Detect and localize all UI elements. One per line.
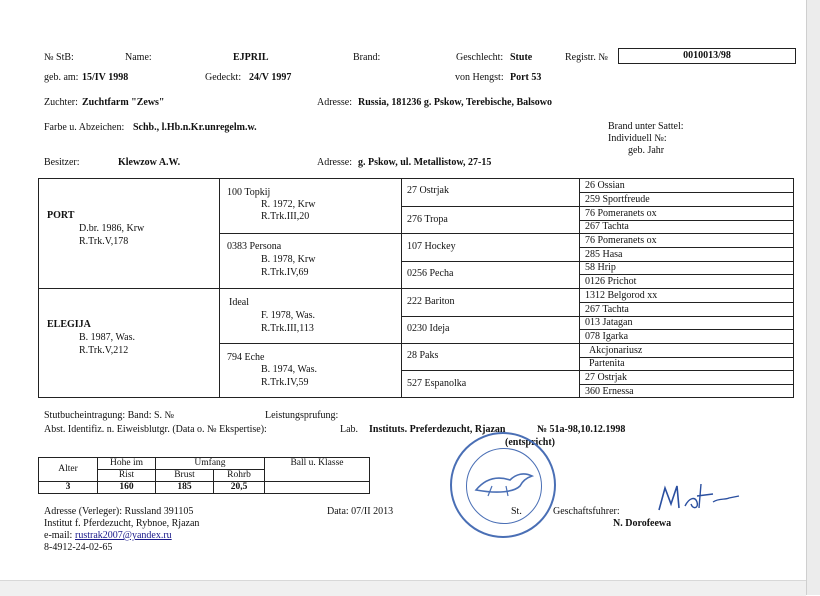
individuell-label: Individuell №:	[608, 133, 667, 144]
gp-line2: R.Trk.III,113	[261, 323, 314, 334]
ggp-name: 28 Paks	[407, 350, 439, 361]
gggp-name: 360 Ernessa	[585, 386, 634, 397]
gp-name: Ideal	[229, 297, 249, 308]
sire-name: PORT	[47, 210, 75, 221]
gp-name: 100 Topkij	[227, 187, 271, 198]
geschlecht-label: Geschlecht:	[456, 52, 504, 63]
hohe-header: Hohe im	[98, 458, 156, 470]
gggp-name: 76 Pomeranets ox	[585, 208, 657, 219]
leistung-label: Leistungsprufung:	[265, 410, 339, 421]
gggp-name: 013 Jatagan	[585, 317, 633, 328]
footer-institut: Institut f. Pferdezucht, Rybnoe, Rjazan	[44, 518, 200, 529]
gp-line1: B. 1978, Krw	[261, 254, 316, 265]
adresse2-value: g. Pskow, ul. Metallistow, 27-15	[358, 157, 492, 168]
signature-icon	[655, 478, 745, 518]
gggp-name: 259 Sportfreude	[585, 194, 650, 205]
ball-value	[265, 482, 370, 494]
registration-number-box: 0010013/98	[618, 48, 796, 64]
sire-line1: D.br. 1986, Krw	[79, 223, 145, 234]
gggp-name: Partenita	[589, 358, 625, 369]
dam-line2: R.Trk.V,212	[79, 345, 129, 356]
footer-phone: 8-4912-24-02-65	[44, 542, 113, 553]
gggp-name: 0126 Prichot	[585, 276, 637, 287]
gggp-name: 27 Ostrjak	[585, 372, 627, 383]
hengst-label: von Hengst:	[455, 72, 504, 83]
gggp-name: 267 Tachta	[585, 304, 629, 315]
gggp-name: 76 Pomeranets ox	[585, 235, 657, 246]
stutbuch-label: Stutbucheintragung: Band: S. №	[44, 410, 175, 421]
gp-name: 794 Eche	[227, 352, 265, 363]
institute-seal	[450, 432, 556, 538]
rohrb-header: Rohrb	[214, 470, 265, 482]
stb-label: № StB:	[44, 52, 74, 63]
geb-jahr-label: geb. Jahr	[628, 145, 665, 156]
geb-label: geb. am:	[44, 72, 79, 83]
footer-data: Data: 07/II 2013	[327, 506, 394, 517]
scan-edge-right	[806, 0, 820, 595]
entspricht: (entspricht)	[505, 437, 555, 448]
lab-value: Instituts. Preferdezucht, Rjazan	[369, 424, 506, 435]
brust-header: Brust	[156, 470, 214, 482]
ggp-name: 276 Tropa	[407, 214, 448, 225]
lab-label: Lab.	[340, 424, 359, 435]
scan-edge-bottom	[0, 580, 806, 596]
ggp-name: 0230 Ideja	[407, 323, 450, 334]
measurement-table	[38, 457, 370, 494]
gp-line1: R. 1972, Krw	[261, 199, 316, 210]
ggp-name: 107 Hockey	[407, 241, 456, 252]
gp-line2: R.Trk.IV,59	[261, 377, 309, 388]
gp-line2: R.Trk.III,20	[261, 211, 310, 222]
abst-label: Abst. Identifiz. n. Eiweisblutgr. (Data o. № Ekspertise):	[44, 424, 267, 435]
gggp-name: Akcjonariusz	[589, 345, 643, 356]
footer-signer: N. Dorofeewa	[613, 518, 672, 529]
ggp-name: 27 Ostrjak	[407, 185, 449, 196]
farbe-label: Farbe u. Abzeichen:	[44, 122, 125, 133]
dam-line1: B. 1987, Was.	[79, 332, 135, 343]
besitzer-label: Besitzer:	[44, 157, 80, 168]
name-label: Name:	[125, 52, 152, 63]
alter-value: 3	[39, 482, 98, 494]
horse-emblem-icon	[472, 468, 536, 498]
registr-label: Registr. №	[565, 52, 608, 63]
name-value: EJPRIL	[233, 52, 269, 63]
adresse1-value: Russia, 181236 g. Pskow, Terebische, Balsowo	[358, 97, 553, 108]
hengst-value: Port 53	[510, 72, 542, 83]
gp-line1: B. 1974, Was.	[261, 364, 317, 375]
geschlecht-value: Stute	[510, 52, 533, 63]
zuchter-label: Zuchter:	[44, 97, 78, 108]
pedigree-table	[38, 178, 794, 398]
adresse2-label: Adresse:	[317, 157, 352, 168]
brand-sattel-label: Brand unter Sattel:	[608, 121, 684, 132]
footer-gesch: Geschaftsfuhrer:	[553, 506, 620, 517]
footer-email-label: e-mail:	[44, 530, 73, 541]
gp-line2: R.Trk.IV,69	[261, 267, 309, 278]
geb-value: 15/IV 1998	[82, 72, 129, 83]
ggp-name: 527 Espanolka	[407, 378, 467, 389]
alter-header: Alter	[39, 458, 98, 482]
gp-line1: F. 1978, Was.	[261, 310, 316, 321]
brand-label: Brand:	[353, 52, 381, 63]
dam-name: ELEGIJA	[47, 319, 91, 330]
gp-name: 0383 Persona	[227, 241, 282, 252]
gedeckt-label: Gedeckt:	[205, 72, 242, 83]
ggp-name: 0256 Pecha	[407, 268, 454, 279]
ball-header: Ball u. Klasse	[265, 458, 370, 482]
footer-email-link[interactable]: rustrak2007@yandex.ru	[75, 530, 172, 541]
adresse1-label: Adresse:	[317, 97, 352, 108]
hohe-value: 160	[98, 482, 156, 494]
gggp-name: 1312 Belgorod xx	[585, 290, 658, 301]
farbe-value: Schb., l.Hb.n.Kr.unregelm.w.	[133, 122, 257, 133]
footer-adresse: Adresse (Verleger): Russland 391105	[44, 506, 194, 517]
gggp-name: 26 Ossian	[585, 180, 625, 191]
lab-number: № 51a-98,10.12.1998	[537, 424, 626, 435]
gggp-name: 285 Hasa	[585, 249, 623, 260]
rohrb-value: 20,5	[214, 482, 265, 494]
umfang-header: Umfang	[156, 458, 265, 470]
sire-line2: R.Trk.V,178	[79, 236, 129, 247]
rist-header: Rist	[98, 470, 156, 482]
gggp-name: 267 Tachta	[585, 221, 629, 232]
besitzer-value: Klewzow A.W.	[118, 157, 181, 168]
brust-value: 185	[156, 482, 214, 494]
ggp-name: 222 Bariton	[407, 296, 455, 307]
zuchter-value: Zuchtfarm "Zews"	[82, 97, 165, 108]
gggp-name: 58 Hrip	[585, 262, 616, 273]
gggp-name: 078 Igarka	[585, 331, 629, 342]
gedeckt-value: 24/V 1997	[249, 72, 292, 83]
footer-st: St.	[511, 506, 522, 517]
